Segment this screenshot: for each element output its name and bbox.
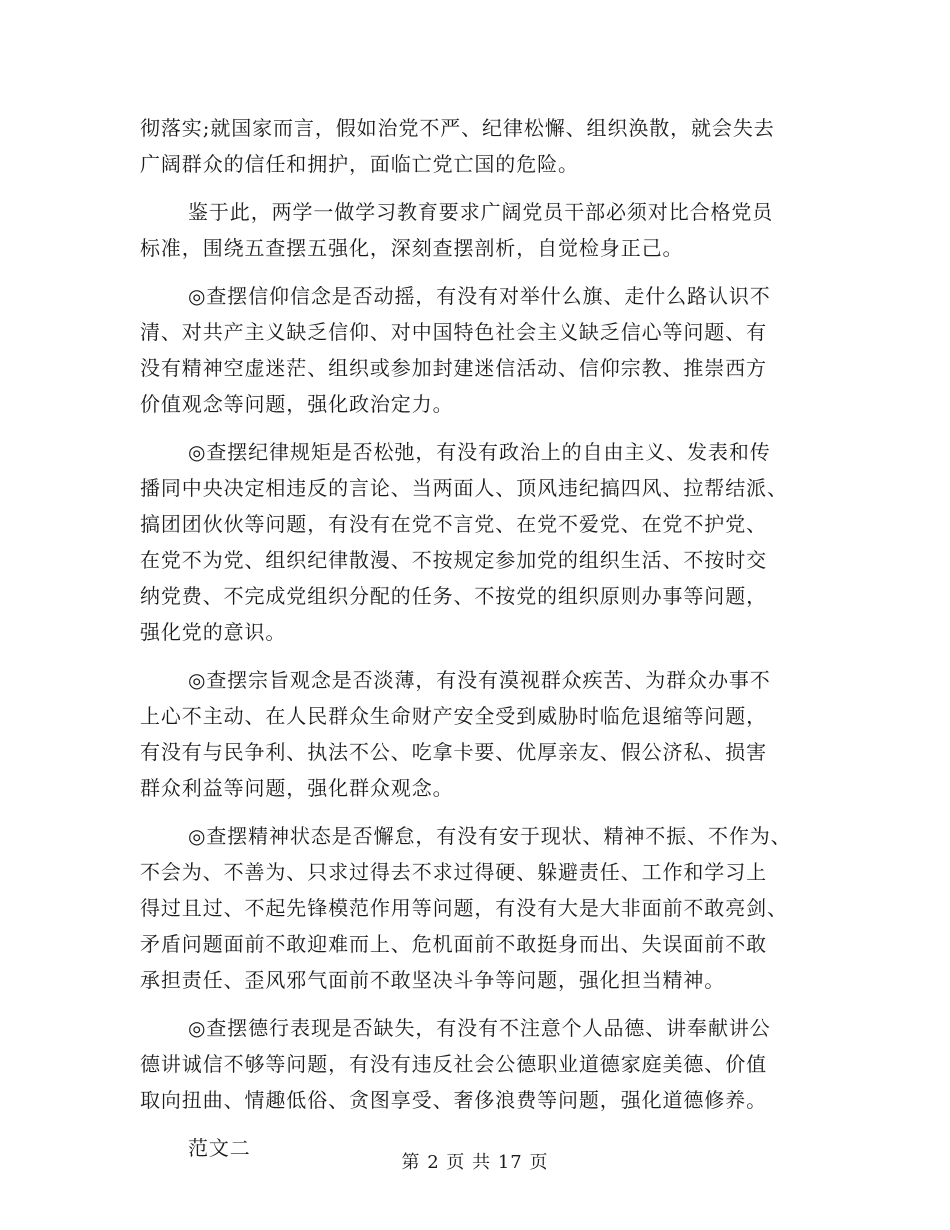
- text-line: 承担责任、歪风邪气面前不敢坚决斗争等问题，强化担当精神。: [140, 968, 726, 992]
- text-line: ◎查摆纪律规矩是否松弛，有没有政治上的自由主义、发表和传: [188, 440, 771, 464]
- paragraph-spacer: [140, 998, 820, 1010]
- paragraph: [140, 818, 820, 998]
- text-line: 彻落实;就国家而言，假如治党不严、纪律松懈、组织涣散，就会失去: [140, 116, 775, 140]
- text-line: 范文二: [188, 1136, 251, 1160]
- text-line: 强化党的意识。: [140, 620, 287, 644]
- paragraph-spacer: [140, 806, 820, 818]
- paragraph: [140, 662, 820, 806]
- text-line: 上心不主动、在人民群众生命财产安全受到威胁时临危退缩等问题，: [140, 704, 767, 728]
- paragraph-spacer: [140, 1118, 820, 1130]
- text-line: ◎查摆信仰信念是否动摇，有没有对举什么旗、走什么路认识不: [188, 284, 771, 308]
- text-line: 德讲诚信不够等问题，有没有违反社会公德职业道德家庭美德、价值: [140, 1052, 767, 1076]
- text-line: 有没有与民争利、执法不公、吃拿卡要、优厚亲友、假公济私、损害: [140, 740, 767, 764]
- text-line: 搞团团伙伙等问题，有没有在党不言党、在党不爱党、在党不护党、: [140, 512, 767, 536]
- text-line: 得过且过、不起先锋模范作用等问题，有没有大是大非面前不敢亮剑、: [140, 896, 788, 920]
- paragraph: [140, 278, 820, 422]
- text-line: 广阔群众的信任和拥护，面临亡党亡国的危险。: [140, 152, 579, 176]
- text-line: 纳党费、不完成党组织分配的任务、不按党的组织原则办事等问题，: [140, 584, 767, 608]
- text-line: 群众利益等问题，强化群众观念。: [140, 776, 454, 800]
- text-line: ◎查摆精神状态是否懈怠，有没有安于现状、精神不振、不作为、: [188, 824, 792, 848]
- text-line: 鉴于此，两学一做学习教育要求广阔党员干部必须对比合格党员: [188, 200, 774, 224]
- text-line: 清、对共产主义缺乏信仰、对中国特色社会主义缺乏信心等问题、有: [140, 320, 767, 344]
- text-line: 在党不为党、组织纪律散漫、不按规定参加党的组织生活、不按时交: [140, 548, 767, 572]
- text-line: 播同中央决定相违反的言论、当两面人、顶风违纪搞四风、拉帮结派、: [140, 476, 788, 500]
- paragraph-spacer: [140, 182, 820, 194]
- text-line: 价值观念等问题，强化政治定力。: [140, 392, 454, 416]
- paragraph: [140, 1010, 820, 1118]
- text-line: 矛盾问题面前不敢迎难而上、危机面前不敢挺身而出、失误面前不敢: [140, 932, 767, 956]
- paragraph: [140, 110, 820, 182]
- text-line: 不会为、不善为、只求过得去不求过得硬、躲避责任、工作和学习上: [140, 860, 767, 884]
- paragraph-spacer: [140, 422, 820, 434]
- document-body: [140, 110, 820, 1166]
- paragraph: [140, 194, 820, 266]
- text-line: 标准，围绕五查摆五强化，深刻查摆剖析，自觉检身正己。: [140, 236, 684, 260]
- text-line: 没有精神空虚迷茫、组织或参加封建迷信活动、信仰宗教、推崇西方: [140, 356, 767, 380]
- text-line: ◎查摆德行表现是否缺失，有没有不注意个人品德、讲奉献讲公: [188, 1016, 771, 1040]
- paragraph-spacer: [140, 266, 820, 278]
- paragraph: [140, 434, 820, 650]
- paragraph-spacer: [140, 650, 820, 662]
- text-line: 取向扭曲、情趣低俗、贪图享受、奢侈浪费等问题，强化道德修养。: [140, 1088, 767, 1112]
- text-line: ◎查摆宗旨观念是否淡薄，有没有漠视群众疾苦、为群众办事不: [188, 668, 771, 692]
- page-footer: 第 2 页 共 17 页: [401, 1152, 549, 1173]
